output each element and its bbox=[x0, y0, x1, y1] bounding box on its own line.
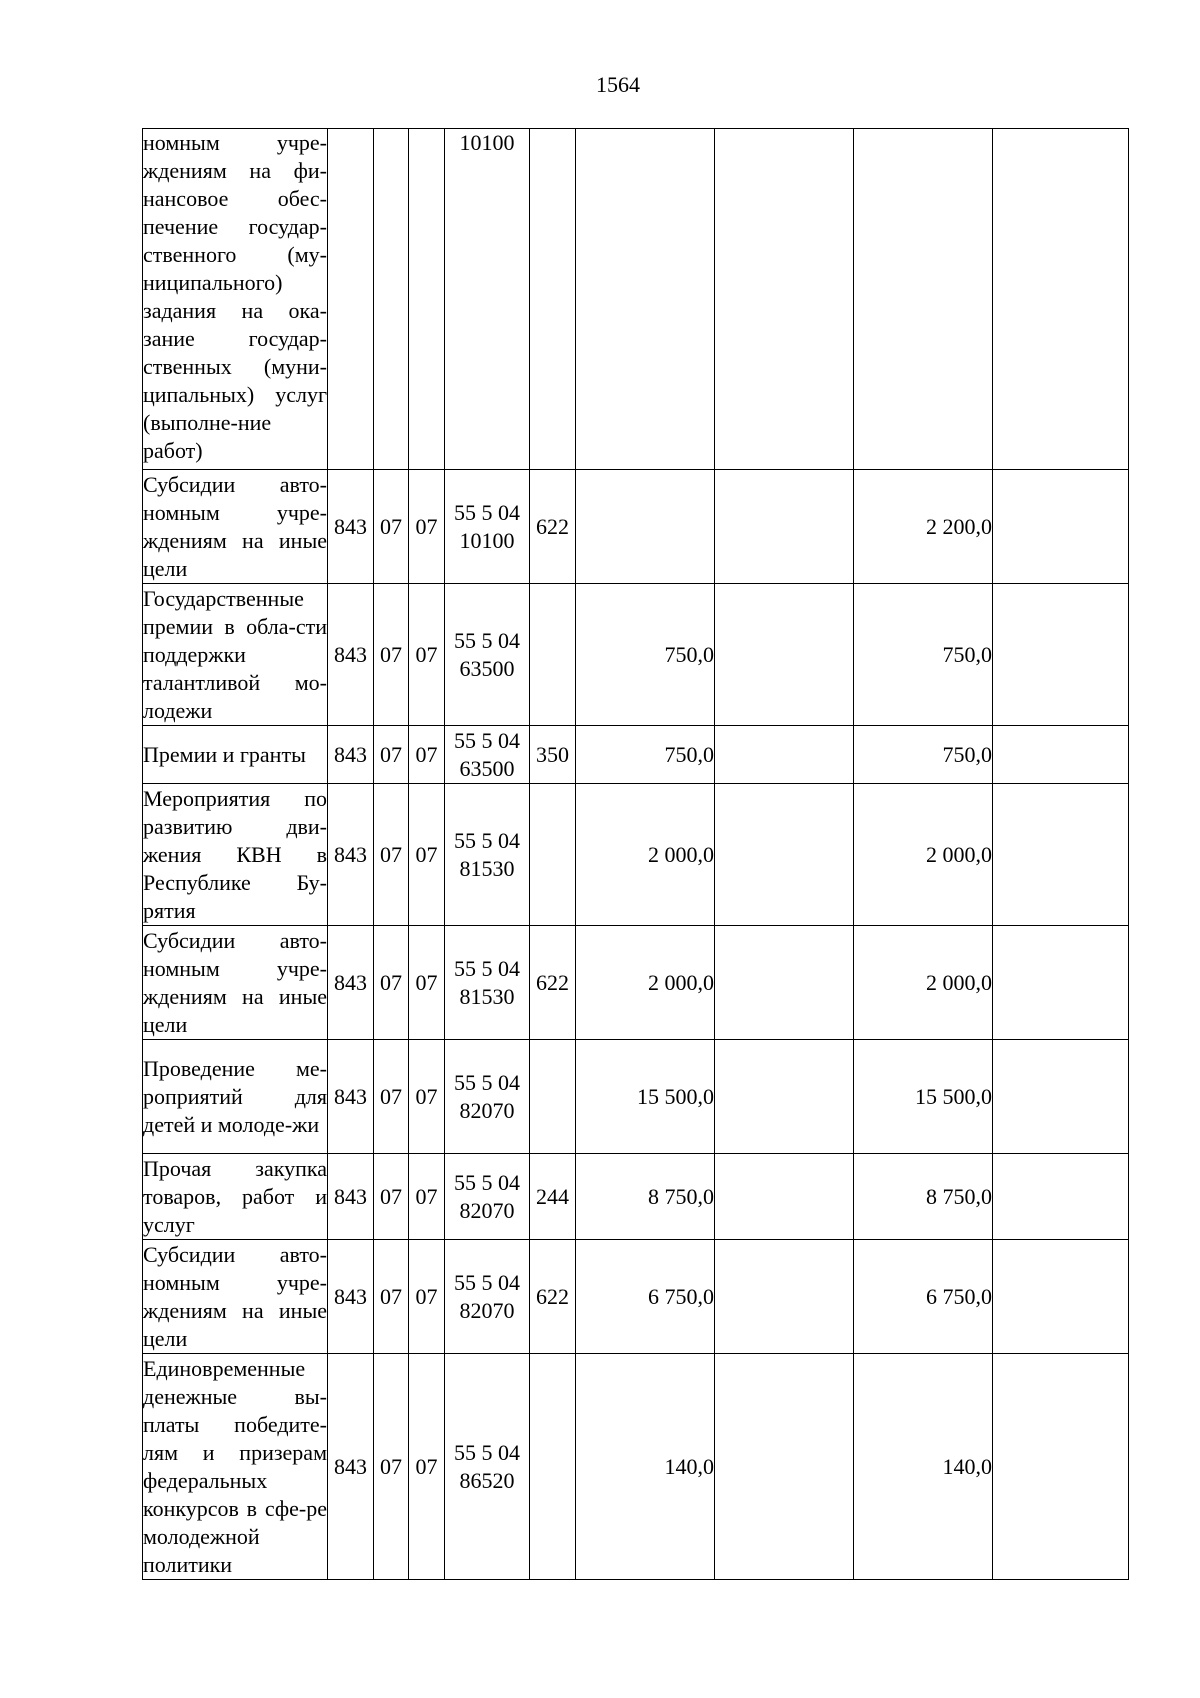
amount-cell-3: 750,0 bbox=[854, 726, 993, 784]
amount-cell-1: 15 500,0 bbox=[576, 1040, 715, 1154]
amount-cell-3: 15 500,0 bbox=[854, 1040, 993, 1154]
vr-code-cell bbox=[530, 584, 576, 726]
amount-cell-3: 2 200,0 bbox=[854, 470, 993, 584]
amount-cell-2 bbox=[715, 726, 854, 784]
rz-code-cell: 07 bbox=[374, 584, 409, 726]
pr-code-cell: 07 bbox=[409, 470, 445, 584]
target-code-line-1: 55 5 04 bbox=[454, 955, 520, 981]
amount-cell-1: 750,0 bbox=[576, 726, 715, 784]
vr-code-cell bbox=[530, 1354, 576, 1580]
row-name-cell: Прочая закупка товаров, работ и услуг bbox=[143, 1154, 328, 1240]
target-code-cell bbox=[445, 129, 530, 470]
target-code-line-2: 63500 bbox=[459, 655, 515, 681]
rz-code-cell: 07 bbox=[374, 726, 409, 784]
gr-code-cell: 843 bbox=[328, 1240, 374, 1354]
amount-cell-2 bbox=[715, 584, 854, 726]
pr-code-cell: 07 bbox=[409, 584, 445, 726]
amount-cell-2 bbox=[715, 1040, 854, 1154]
rz-code-cell: 07 bbox=[374, 470, 409, 584]
amount-cell-2 bbox=[715, 926, 854, 1040]
amount-cell-4 bbox=[993, 129, 1129, 470]
amount-cell-4 bbox=[993, 1240, 1129, 1354]
amount-cell-3: 8 750,0 bbox=[854, 1154, 993, 1240]
row-name-cell: Субсидии авто-номным учре-ждениям на иные цели bbox=[143, 470, 328, 584]
amount-cell-1: 8 750,0 bbox=[576, 1154, 715, 1240]
amount-cell-3: 140,0 bbox=[854, 1354, 993, 1580]
target-code-cell bbox=[445, 470, 530, 584]
gr-code-cell: 843 bbox=[328, 784, 374, 926]
row-name-cell: Мероприятия по развитию дви-жения КВН в Республике Бу-рятия bbox=[143, 784, 328, 926]
gr-code-cell bbox=[328, 129, 374, 470]
pr-code-cell: 07 bbox=[409, 726, 445, 784]
target-code-line-2: 82070 bbox=[459, 1197, 515, 1223]
vr-code-cell bbox=[530, 1040, 576, 1154]
amount-cell-3: 6 750,0 bbox=[854, 1240, 993, 1354]
vr-code-cell: 244 bbox=[530, 1154, 576, 1240]
target-code-cell bbox=[445, 926, 530, 1040]
amount-cell-2 bbox=[715, 129, 854, 470]
target-code-line-2: 86520 bbox=[459, 1467, 515, 1493]
pr-code-cell bbox=[409, 129, 445, 470]
pr-code-cell: 07 bbox=[409, 784, 445, 926]
amount-cell-1 bbox=[576, 470, 715, 584]
amount-cell-4 bbox=[993, 726, 1129, 784]
gr-code-cell: 843 bbox=[328, 1154, 374, 1240]
pr-code-cell: 07 bbox=[409, 1154, 445, 1240]
target-code-line-2: 82070 bbox=[459, 1097, 515, 1123]
amount-cell-3: 2 000,0 bbox=[854, 784, 993, 926]
target-code-line-2: 82070 bbox=[459, 1297, 515, 1323]
amount-cell-2 bbox=[715, 1154, 854, 1240]
table-row bbox=[143, 926, 1129, 1040]
amount-cell-3 bbox=[854, 129, 993, 470]
target-code-line-1: 55 5 04 bbox=[454, 827, 520, 853]
amount-cell-4 bbox=[993, 1040, 1129, 1154]
vr-code-cell bbox=[530, 784, 576, 926]
rz-code-cell: 07 bbox=[374, 1354, 409, 1580]
target-code-line-1: 55 5 04 bbox=[454, 499, 520, 525]
vr-code-cell: 350 bbox=[530, 726, 576, 784]
gr-code-cell: 843 bbox=[328, 470, 374, 584]
row-name-cell: Проведение ме-роприятий для детей и молоде-жи bbox=[143, 1040, 328, 1154]
amount-cell-1: 2 000,0 bbox=[576, 784, 715, 926]
pr-code-cell: 07 bbox=[409, 1040, 445, 1154]
amount-cell-3: 750,0 bbox=[854, 584, 993, 726]
target-code-cell bbox=[445, 1240, 530, 1354]
row-name-cell: Субсидии авто-номным учре-ждениям на иные цели bbox=[143, 1240, 328, 1354]
rz-code-cell: 07 bbox=[374, 1040, 409, 1154]
table-row bbox=[143, 470, 1129, 584]
gr-code-cell: 843 bbox=[328, 726, 374, 784]
row-name-cell: Государственные премии в обла-сти поддержки талантливой мо-лодежи bbox=[143, 584, 328, 726]
amount-cell-2 bbox=[715, 784, 854, 926]
table-row bbox=[143, 726, 1129, 784]
amount-cell-1: 6 750,0 bbox=[576, 1240, 715, 1354]
target-code-cell bbox=[445, 1154, 530, 1240]
rz-code-cell: 07 bbox=[374, 1154, 409, 1240]
table-row bbox=[143, 1154, 1129, 1240]
amount-cell-1: 750,0 bbox=[576, 584, 715, 726]
pr-code-cell: 07 bbox=[409, 1354, 445, 1580]
amount-cell-1 bbox=[576, 129, 715, 470]
rz-code-cell: 07 bbox=[374, 784, 409, 926]
target-code-line-1: 55 5 04 bbox=[454, 1439, 520, 1465]
gr-code-cell: 843 bbox=[328, 1040, 374, 1154]
target-code-line-2: 63500 bbox=[459, 755, 515, 781]
gr-code-cell: 843 bbox=[328, 926, 374, 1040]
table-row bbox=[143, 584, 1129, 726]
gr-code-cell: 843 bbox=[328, 584, 374, 726]
target-code-line-1: 55 5 04 bbox=[454, 1169, 520, 1195]
table-row bbox=[143, 1354, 1129, 1580]
row-name-cell: Единовременные денежные вы-платы победите-лям и призерам федеральных конкурсов в сфе-ре молодежной политики bbox=[143, 1354, 328, 1580]
target-code-line-2: 81530 bbox=[459, 855, 515, 881]
target-code-line-1: 55 5 04 bbox=[454, 1069, 520, 1095]
table-row bbox=[143, 784, 1129, 926]
page-number: 1564 bbox=[596, 72, 640, 97]
pr-code-cell: 07 bbox=[409, 926, 445, 1040]
row-name-cell: номным учре-ждениям на фи-нансовое обес-печение государ-ственного (му-ниципального) задания на ока-зание государ-ственных (муни-ципальных) услуг (выполне-ние работ) bbox=[143, 129, 328, 470]
target-code-line-1: 55 5 04 bbox=[454, 1269, 520, 1295]
rz-code-cell bbox=[374, 129, 409, 470]
target-code-line-2: 10100 bbox=[459, 527, 515, 553]
amount-cell-2 bbox=[715, 1240, 854, 1354]
amount-cell-4 bbox=[993, 784, 1129, 926]
amount-cell-4 bbox=[993, 1154, 1129, 1240]
target-code-line-2: 81530 bbox=[459, 983, 515, 1009]
target-code-line-2: 10100 bbox=[459, 130, 515, 155]
amount-cell-4 bbox=[993, 584, 1129, 726]
pr-code-cell: 07 bbox=[409, 1240, 445, 1354]
gr-code-cell: 843 bbox=[328, 1354, 374, 1580]
amount-cell-4 bbox=[993, 470, 1129, 584]
target-code-cell bbox=[445, 726, 530, 784]
rz-code-cell: 07 bbox=[374, 1240, 409, 1354]
table-row bbox=[143, 1240, 1129, 1354]
table-row bbox=[143, 129, 1129, 470]
rz-code-cell: 07 bbox=[374, 926, 409, 1040]
vr-code-cell: 622 bbox=[530, 1240, 576, 1354]
target-code-cell bbox=[445, 784, 530, 926]
amount-cell-2 bbox=[715, 1354, 854, 1580]
vr-code-cell bbox=[530, 129, 576, 470]
amount-cell-3: 2 000,0 bbox=[854, 926, 993, 1040]
vr-code-cell: 622 bbox=[530, 470, 576, 584]
target-code-line-1: 55 5 04 bbox=[454, 627, 520, 653]
target-code-cell bbox=[445, 584, 530, 726]
amount-cell-1: 140,0 bbox=[576, 1354, 715, 1580]
target-code-cell bbox=[445, 1040, 530, 1154]
amount-cell-2 bbox=[715, 470, 854, 584]
row-name-cell: Субсидии авто-номным учре-ждениям на иные цели bbox=[143, 926, 328, 1040]
amount-cell-4 bbox=[993, 1354, 1129, 1580]
amount-cell-1: 2 000,0 bbox=[576, 926, 715, 1040]
budget-table bbox=[142, 128, 1129, 1580]
amount-cell-4 bbox=[993, 926, 1129, 1040]
table-row bbox=[143, 1040, 1129, 1154]
row-name-cell: Премии и гранты bbox=[143, 726, 328, 784]
target-code-line-1: 55 5 04 bbox=[454, 727, 520, 753]
vr-code-cell: 622 bbox=[530, 926, 576, 1040]
target-code-cell bbox=[445, 1354, 530, 1580]
